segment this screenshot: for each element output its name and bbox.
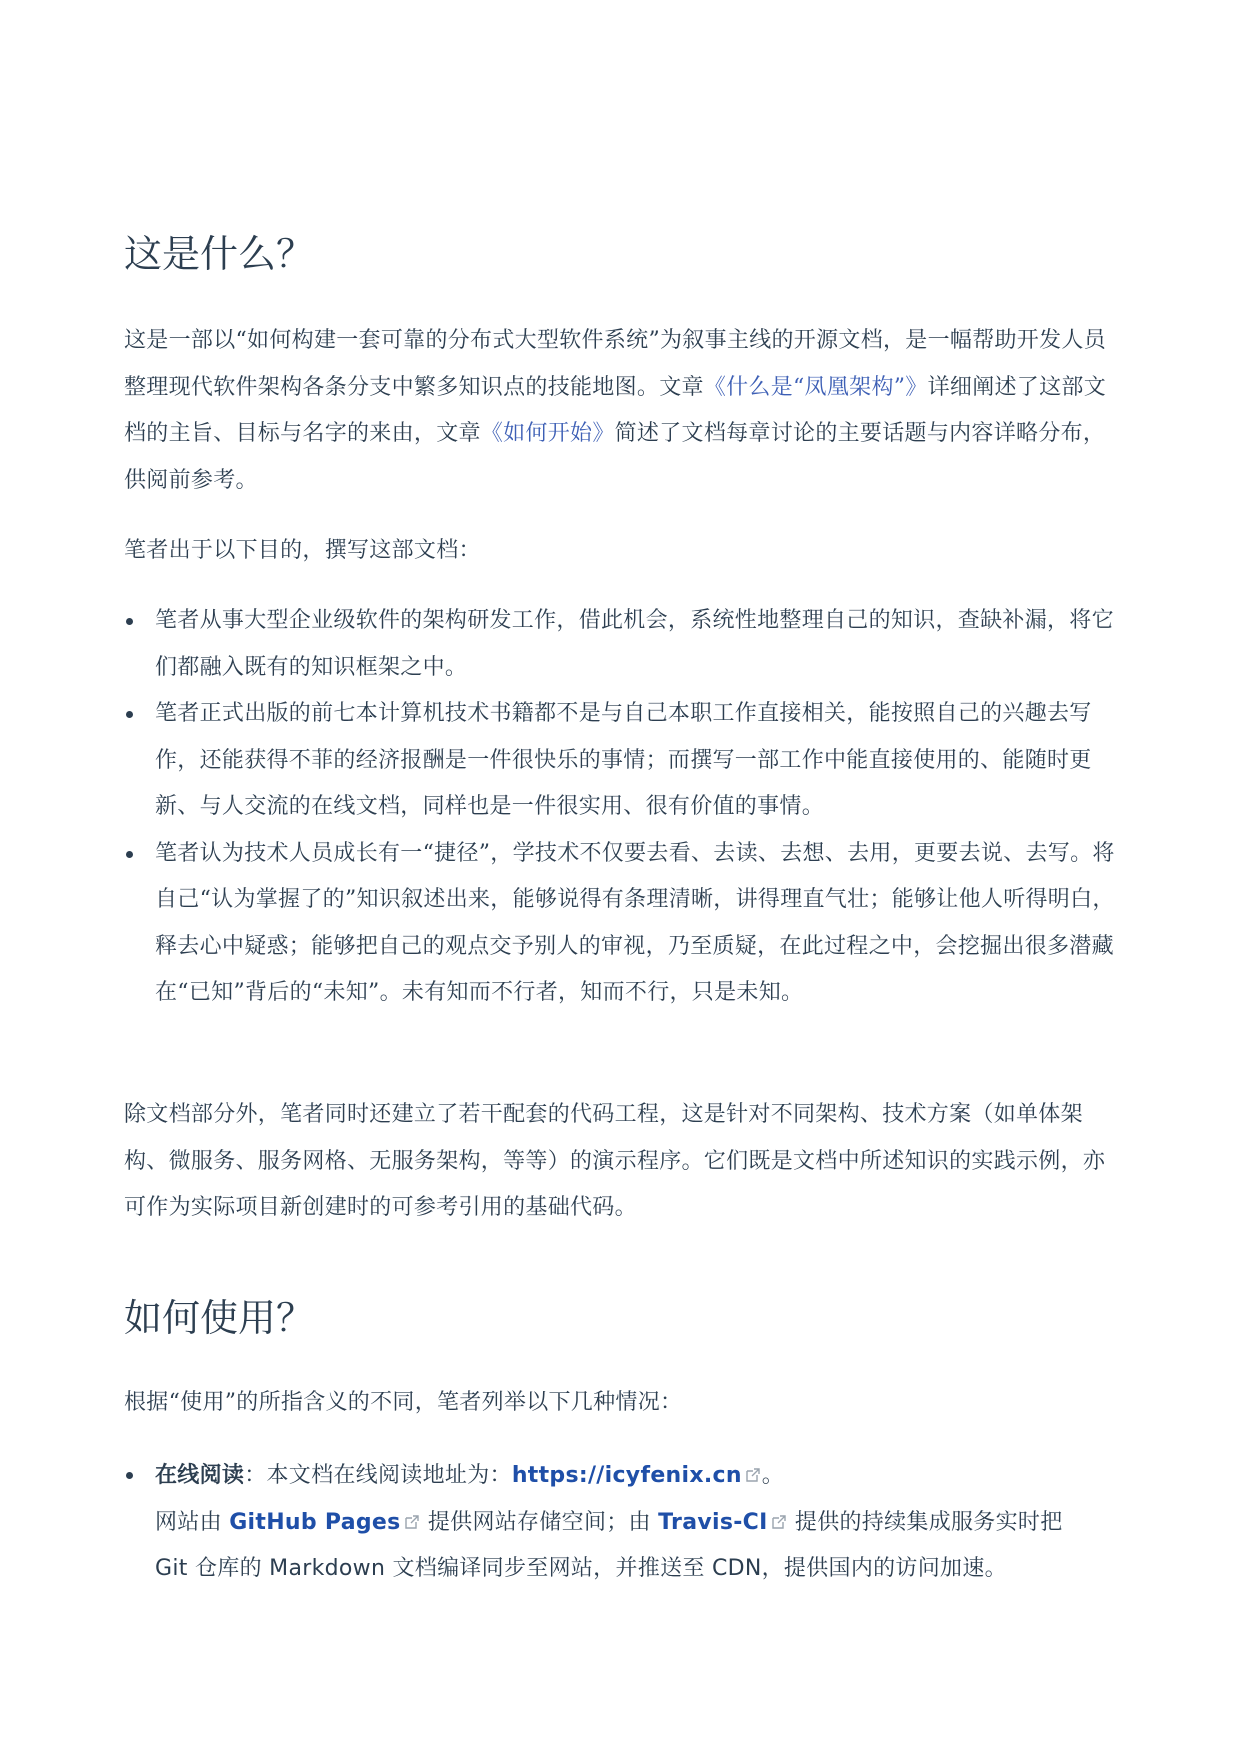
online-text-3: 网站由 [155,1509,222,1535]
list-item-text: 笔者从事大型企业级软件的架构研发工作，借此机会，系统性地整理自己的知识，查缺补漏，将它们都融入既有的知识框架之中。 [155,608,1114,680]
online-text-1: ：本文档在线阅读地址为： [244,1463,512,1488]
external-link-icon [744,1466,762,1484]
list-item-online-reading [124,1452,1116,1593]
usage-list [124,1452,1116,1593]
online-text-5: 提供的持续集成服务实时把 [794,1509,1063,1535]
heading-how-to-use: 如何使用？ [124,1296,315,1340]
bullet-dot [126,711,133,718]
bullet-dot [126,618,133,625]
external-link-icon [403,1513,421,1531]
link-how-to-start[interactable]: 《如何开始》 [480,421,615,446]
bullet-dot [126,1472,133,1479]
usage-intro-paragraph: 根据“使用”的所指含义的不同，笔者列举以下几种情况： [124,1390,683,1415]
list-item [124,691,1116,831]
link-what-is-phoenix[interactable]: 《什么是“凤凰架构”》 [703,374,928,400]
link-travis-ci[interactable]: Travis-CI [658,1509,768,1535]
intro-text-3: 简述了文档每章讨论的主要话题与内容详略分布，供阅前参考。 [124,421,1106,493]
list-item-text: 笔者正式出版的前七本计算机技术书籍都不是与自己本职工作直接相关，能按照自己的兴趣去写作，还能获得不菲的经济报酬是一件很快乐的事情；而撰写一部工作中能直接使用的、能随时更新、与人交流的在线文档，同样也是一件很实用、很有价值的事情。 [155,701,1092,819]
online-text-4: 提供网站存储空间；由 [427,1509,651,1535]
online-text-2: 。 [761,1463,785,1488]
online-reading-label: 在线阅读 [155,1462,245,1488]
list-item-text: 笔者认为技术人员成长有一“捷径”，学技术不仅要去看、去读、去想、去用，更要去说、去写。将自己“认为掌握了的”知识叙述出来，能够说得有条理清晰，讲得理直气壮；能够让他人听得明白，释去心中疑惑；能够把自己的观点交予别人的审视，乃至质疑，在此过程之中，会挖掘出很多潜藏在“已知”背后的“未知”。未有知而不行者，知而不行，只是未知。 [155,840,1115,1005]
link-icyfenix-site[interactable]: https://icyfenix.cn [511,1463,742,1488]
link-github-pages[interactable]: GitHub Pages [229,1509,401,1535]
intro-text-1: 这是一部以“如何构建一套可靠的分布式大型软件系统”为叙事主线的开源文档，是一幅帮助开发人员整理现代软件架构各条分支中繁多知识点的技能地图。文章 [124,328,1106,400]
bullet-dot [126,851,133,858]
external-link-icon [770,1513,788,1531]
online-text-6: Git 仓库的 Markdown 文档编译同步至网站，并推送至 CDN，提供国内的访问加速。 [155,1556,1007,1581]
intro-text-2: 详细阐述了这部文档的主旨、目标与名字的来由，文章 [124,374,1107,446]
purpose-paragraph: 笔者出于以下目的，撰写这部文档： [124,538,481,563]
purpose-list [124,598,1116,1017]
list-item [124,598,1116,691]
intro-paragraph [124,318,1116,504]
heading-what-is-it: 这是什么？ [124,232,315,276]
code-projects-paragraph: 除文档部分外，笔者同时还建立了若干配套的代码工程，这是针对不同架构、技术方案（如单体架构、微服务、服务网格、无服务架构，等等）的演示程序。它们既是文档中所述知识的实践示例，亦可作为实际项目新创建时的可参考引用的基础代码。 [124,1102,1106,1220]
list-item [124,831,1116,1017]
